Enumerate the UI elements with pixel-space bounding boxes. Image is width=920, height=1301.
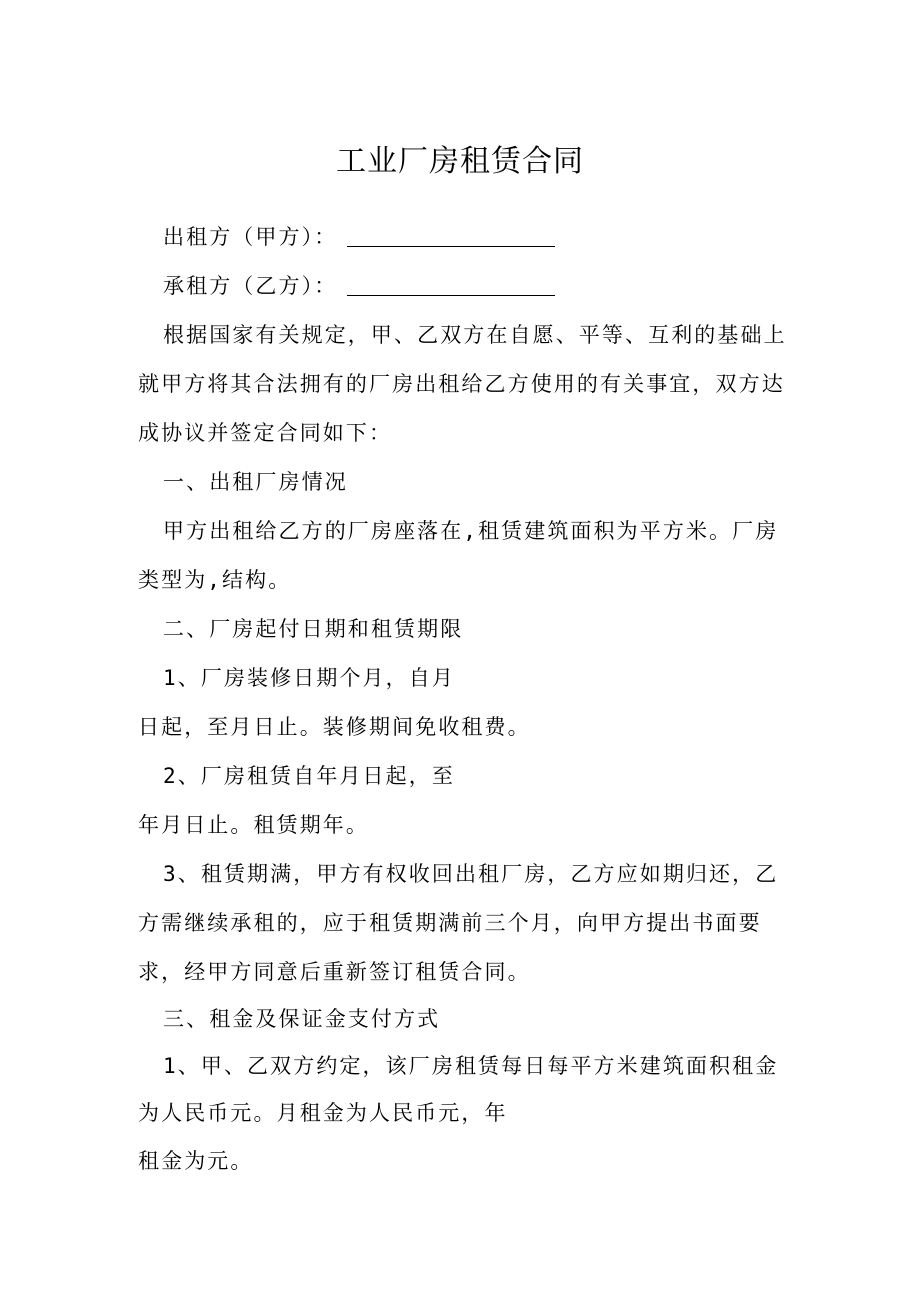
paragraph-line: 就甲方将其合法拥有的厂房出租给乙方使用的有关事宜，双方达: [138, 372, 785, 396]
paragraph-line: 方需继续承租的，应于租赁期满前三个月，向甲方提出书面要: [138, 911, 762, 935]
lessor-line: [163, 222, 813, 252]
paragraph-line: 租金为元。: [138, 1149, 254, 1173]
lessor-label: 出租方（甲方）：: [163, 225, 338, 249]
paragraph-line: 日起，至月日止。装修期间免收租费。: [138, 715, 531, 739]
lessor-blank: [347, 226, 555, 247]
document-title: 工业厂房租赁合同: [336, 144, 584, 179]
section-heading: 三、租金及保证金支付方式: [163, 1007, 441, 1031]
section-heading: 一、出租厂房情况: [163, 470, 348, 494]
paragraph-line: 1、厂房装修日期个月，自月: [163, 666, 455, 690]
lessee-line: [163, 271, 813, 301]
lessee-blank: [347, 275, 555, 296]
paragraph-line: 类型为,结构。: [138, 568, 292, 592]
paragraph-line: 甲方出租给乙方的厂房座落在,租赁建筑面积为平方米。厂房: [163, 519, 779, 543]
paragraph-line: 根据国家有关规定，甲、乙双方在自愿、平等、互利的基础上: [163, 323, 787, 347]
paragraph-line: 成协议并签定合同如下：: [138, 421, 393, 445]
lessee-label: 承租方（乙方）：: [163, 274, 338, 298]
paragraph-line: 求，经甲方同意后重新签订租赁合同。: [138, 960, 531, 984]
paragraph-line: 年月日止。租赁期年。: [138, 813, 369, 837]
section-heading: 二、厂房起付日期和租赁期限: [163, 617, 464, 641]
paragraph-line: 3、租赁期满，甲方有权收回出租厂房，乙方应如期归还，乙: [163, 862, 779, 886]
paragraph-line: 1、甲、乙双方约定，该厂房租赁每日每平方米建筑面积租金: [163, 1054, 779, 1078]
paragraph-line: 为人民币元。月租金为人民币元，年: [138, 1101, 508, 1125]
paragraph-line: 2、厂房租赁自年月日起，至: [163, 764, 455, 788]
